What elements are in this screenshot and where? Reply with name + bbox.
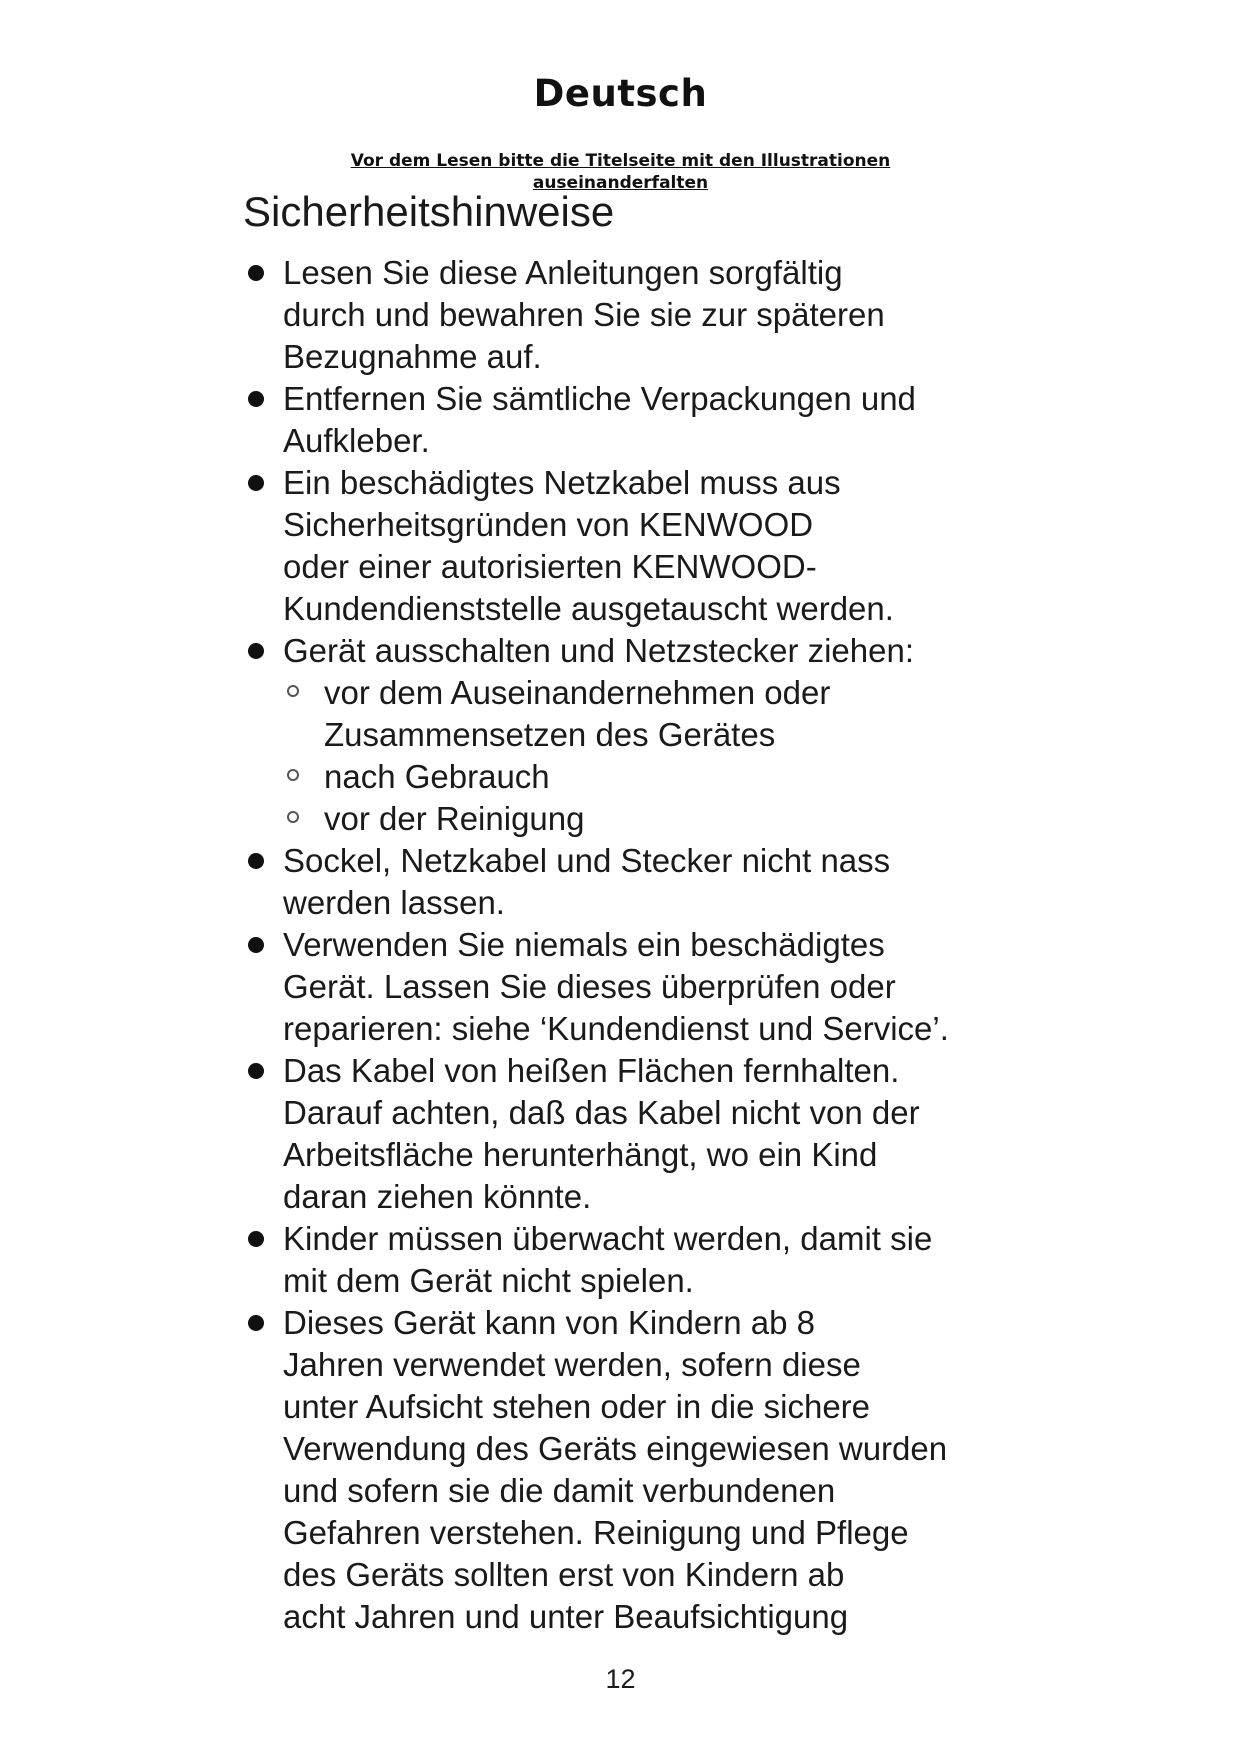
bullet-icon	[248, 1231, 264, 1247]
bullet-icon	[248, 475, 264, 491]
item-line: werden lassen.	[283, 884, 505, 921]
list-item	[243, 630, 1123, 840]
bullet-icon	[248, 1315, 264, 1331]
circle-bullet-icon	[287, 769, 299, 781]
item-line: Gerät. Lassen Sie dieses überprüfen oder	[283, 968, 896, 1005]
item-line: durch und bewahren Sie sie zur späteren	[283, 296, 885, 333]
bullet-icon	[248, 853, 264, 869]
bullet-icon	[248, 643, 264, 659]
list-item	[243, 1050, 1123, 1218]
fold-out-note-line-1: Vor dem Lesen bitte die Titelseite mit den Illustrationen	[350, 151, 891, 171]
list-item	[243, 462, 1123, 630]
item-line: acht Jahren und unter Beaufsichtigung	[283, 1598, 849, 1635]
item-line: Sockel, Netzkabel und Stecker nicht nass	[283, 842, 891, 879]
item-line: Lesen Sie diese Anleitungen sorgfältig	[283, 254, 843, 291]
item-line: und sofern sie die damit verbundenen	[283, 1472, 836, 1509]
item-line: Aufkleber.	[283, 422, 430, 459]
circle-bullet-icon	[287, 811, 299, 823]
item-line: Gefahren verstehen. Reinigung und Pflege	[283, 1514, 909, 1551]
item-line: Bezugnahme auf.	[283, 338, 542, 375]
section-title: Sicherheitshinweise	[243, 188, 615, 235]
item-line: Darauf achten, daß das Kabel nicht von der	[283, 1094, 920, 1131]
item-line: unter Aufsicht stehen oder in die sichere	[283, 1388, 871, 1425]
item-line: Kundendienststelle ausgetauscht werden.	[283, 590, 894, 627]
circle-bullet-icon	[287, 685, 299, 697]
sub-list-item	[283, 798, 1123, 840]
item-line: Entfernen Sie sämtliche Verpackungen und	[283, 380, 916, 417]
item-line: Kinder müssen überwacht werden, damit sie	[283, 1220, 933, 1257]
item-line: oder einer autorisierten KENWOOD-	[283, 548, 817, 585]
list-item	[243, 1218, 1123, 1302]
bullet-icon	[248, 391, 264, 407]
sub-item-line: vor dem Auseinandernehmen oder	[324, 674, 831, 711]
item-line: Das Kabel von heißen Flächen fernhalten.	[283, 1052, 900, 1089]
safety-list	[243, 252, 1123, 1638]
sub-item-line: Zusammensetzen des Gerätes	[324, 716, 776, 753]
fold-out-note	[0, 150, 1241, 194]
fold-out-note-line-2: auseinanderfalten	[532, 173, 709, 193]
list-item	[243, 924, 1123, 1050]
item-line: daran ziehen könnte.	[283, 1178, 592, 1215]
item-line: reparieren: siehe ‘Kundendienst und Service’.	[283, 1010, 949, 1047]
sub-list-item	[283, 756, 1123, 798]
list-item	[243, 1302, 1123, 1638]
item-line: Verwendung des Geräts eingewiesen wurden	[283, 1430, 948, 1467]
item-line: Gerät ausschalten und Netzstecker ziehen:	[283, 632, 915, 669]
bullet-icon	[248, 1063, 264, 1079]
bullet-icon	[248, 265, 264, 281]
item-line: Verwenden Sie niemals ein beschädigtes	[283, 926, 885, 963]
sub-list-item	[283, 672, 1123, 756]
language-heading: Deutsch	[533, 72, 708, 115]
bullet-icon	[248, 937, 264, 953]
item-line: Jahren verwendet werden, sofern diese	[283, 1346, 861, 1383]
list-item	[243, 252, 1123, 378]
list-item	[243, 840, 1123, 924]
sub-item-line: nach Gebrauch	[324, 758, 550, 795]
page-number: 12	[605, 1664, 636, 1694]
item-line: Ein beschädigtes Netzkabel muss aus	[283, 464, 841, 501]
item-line: Arbeitsfläche herunterhängt, wo ein Kind	[283, 1136, 878, 1173]
item-line: mit dem Gerät nicht spielen.	[283, 1262, 694, 1299]
item-line: des Geräts sollten erst von Kindern ab	[283, 1556, 845, 1593]
list-item	[243, 378, 1123, 462]
sub-item-line: vor der Reinigung	[324, 800, 585, 837]
item-line: Dieses Gerät kann von Kindern ab 8	[283, 1304, 815, 1341]
item-line: Sicherheitsgründen von KENWOOD	[283, 506, 814, 543]
